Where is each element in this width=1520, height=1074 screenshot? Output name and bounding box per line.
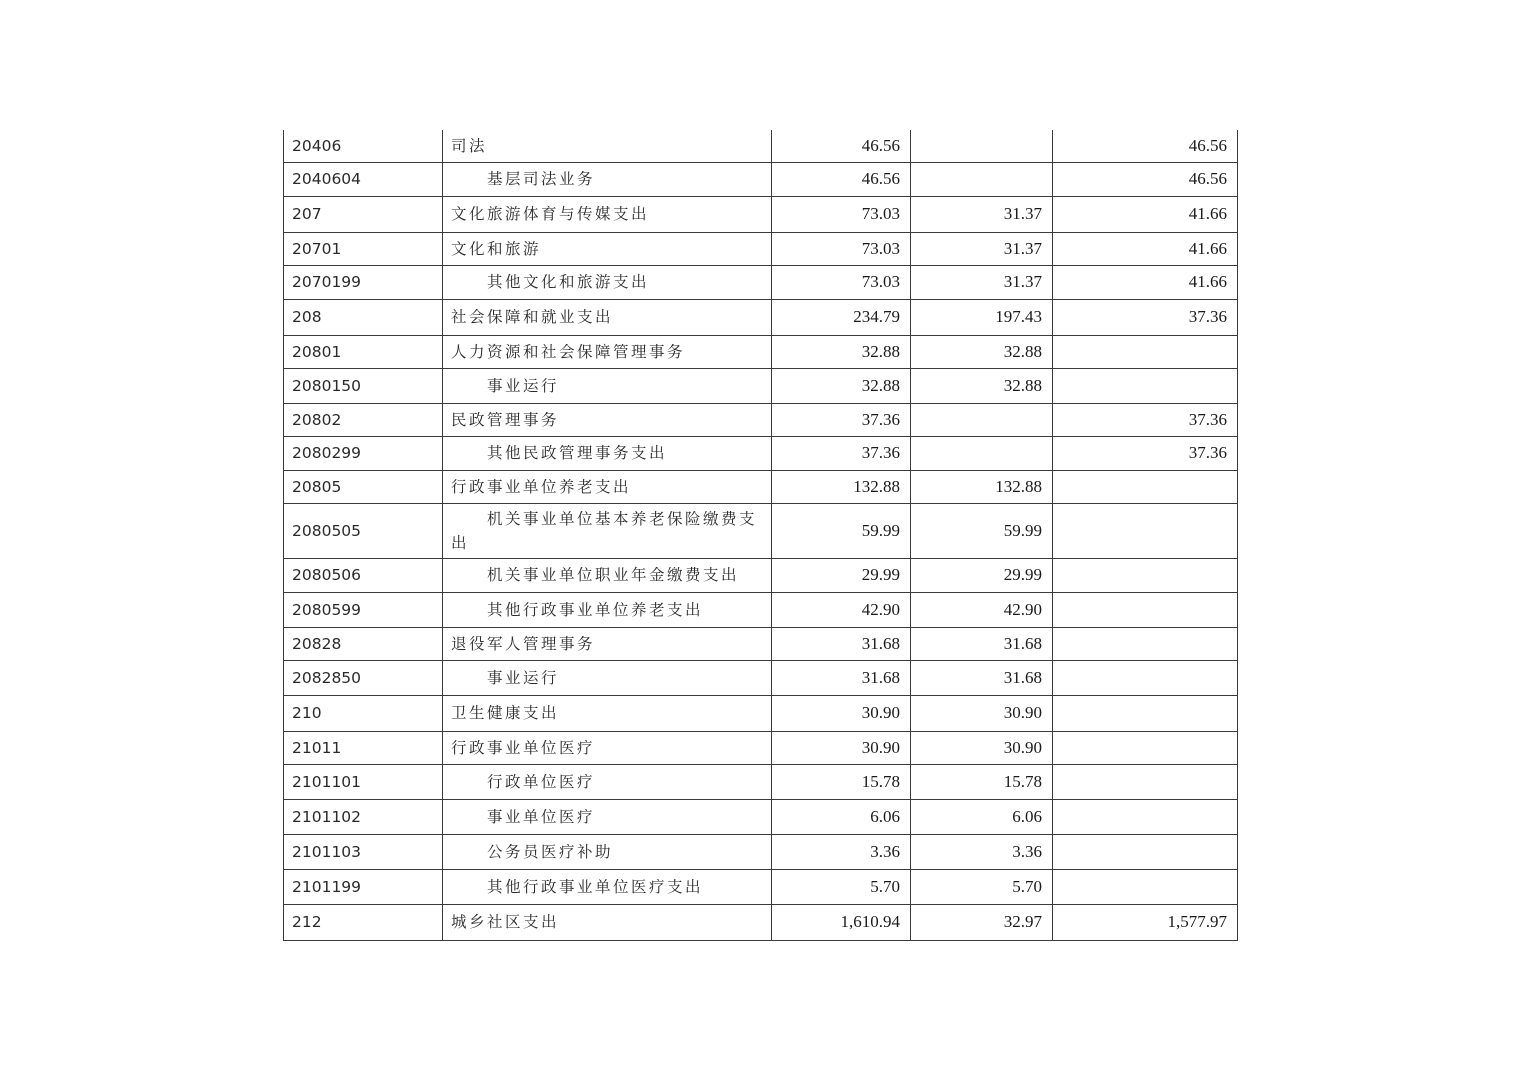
row-project-amount xyxy=(1053,503,1238,558)
row-total-amount: 31.68 xyxy=(772,660,911,695)
row-name: 城乡社区支出 xyxy=(443,904,772,940)
row-code: 2080505 xyxy=(284,503,443,558)
row-total-amount: 30.90 xyxy=(772,695,911,731)
row-code: 2101102 xyxy=(284,799,443,834)
table-row xyxy=(284,695,1238,731)
row-name: 事业运行 xyxy=(443,660,772,695)
row-basic-amount xyxy=(911,436,1053,470)
row-project-amount xyxy=(1053,834,1238,869)
row-basic-amount: 30.90 xyxy=(911,695,1053,731)
table-row xyxy=(284,731,1238,764)
row-project-amount xyxy=(1053,592,1238,627)
table-row xyxy=(284,834,1238,869)
row-name: 行政事业单位养老支出 xyxy=(443,470,772,503)
row-project-amount xyxy=(1053,470,1238,503)
row-total-amount: 46.56 xyxy=(772,130,911,162)
row-total-amount: 59.99 xyxy=(772,503,911,558)
row-project-amount: 41.66 xyxy=(1053,196,1238,232)
row-name: 基层司法业务 xyxy=(443,162,772,196)
row-name: 文化和旅游 xyxy=(443,232,772,265)
row-basic-amount xyxy=(911,130,1053,162)
row-code: 2040604 xyxy=(284,162,443,196)
row-name: 行政单位医疗 xyxy=(443,764,772,799)
row-name: 文化旅游体育与传媒支出 xyxy=(443,196,772,232)
row-basic-amount xyxy=(911,403,1053,436)
row-basic-amount: 3.36 xyxy=(911,834,1053,869)
table-row xyxy=(284,403,1238,436)
row-code: 2080599 xyxy=(284,592,443,627)
row-code: 21011 xyxy=(284,731,443,764)
row-name: 机关事业单位基本养老保险缴费支出 xyxy=(443,503,772,558)
row-project-amount: 41.66 xyxy=(1053,265,1238,299)
row-total-amount: 32.88 xyxy=(772,368,911,403)
row-basic-amount: 29.99 xyxy=(911,558,1053,592)
table-row xyxy=(284,627,1238,660)
row-total-amount: 46.56 xyxy=(772,162,911,196)
table-row xyxy=(284,265,1238,299)
row-code: 20802 xyxy=(284,403,443,436)
table-body xyxy=(284,130,1238,940)
row-name: 卫生健康支出 xyxy=(443,695,772,731)
row-code: 207 xyxy=(284,196,443,232)
row-project-amount: 37.36 xyxy=(1053,403,1238,436)
row-name: 其他行政事业单位医疗支出 xyxy=(443,869,772,904)
row-total-amount: 3.36 xyxy=(772,834,911,869)
table-row xyxy=(284,232,1238,265)
row-basic-amount: 32.97 xyxy=(911,904,1053,940)
row-basic-amount xyxy=(911,162,1053,196)
row-name: 行政事业单位医疗 xyxy=(443,731,772,764)
row-total-amount: 5.70 xyxy=(772,869,911,904)
table-row xyxy=(284,470,1238,503)
table-row xyxy=(284,660,1238,695)
row-basic-amount: 30.90 xyxy=(911,731,1053,764)
table-row xyxy=(284,764,1238,799)
table-row xyxy=(284,196,1238,232)
row-code: 2080299 xyxy=(284,436,443,470)
row-name: 其他文化和旅游支出 xyxy=(443,265,772,299)
table-row xyxy=(284,799,1238,834)
row-basic-amount: 31.37 xyxy=(911,232,1053,265)
table-row xyxy=(284,162,1238,196)
table-row xyxy=(284,558,1238,592)
row-project-amount xyxy=(1053,731,1238,764)
row-total-amount: 132.88 xyxy=(772,470,911,503)
row-code: 2080150 xyxy=(284,368,443,403)
row-total-amount: 234.79 xyxy=(772,299,911,335)
row-total-amount: 42.90 xyxy=(772,592,911,627)
row-code: 2101101 xyxy=(284,764,443,799)
table-row xyxy=(284,503,1238,558)
row-name: 司法 xyxy=(443,130,772,162)
row-code: 20406 xyxy=(284,130,443,162)
row-total-amount: 37.36 xyxy=(772,403,911,436)
row-name: 机关事业单位职业年金缴费支出 xyxy=(443,558,772,592)
row-total-amount: 37.36 xyxy=(772,436,911,470)
row-total-amount: 30.90 xyxy=(772,731,911,764)
row-code: 2101199 xyxy=(284,869,443,904)
row-basic-amount: 31.68 xyxy=(911,660,1053,695)
row-name: 民政管理事务 xyxy=(443,403,772,436)
table-row xyxy=(284,368,1238,403)
row-code: 20828 xyxy=(284,627,443,660)
row-basic-amount: 42.90 xyxy=(911,592,1053,627)
row-code: 20801 xyxy=(284,335,443,368)
row-name: 其他行政事业单位养老支出 xyxy=(443,592,772,627)
row-code: 210 xyxy=(284,695,443,731)
row-basic-amount: 5.70 xyxy=(911,869,1053,904)
row-name: 人力资源和社会保障管理事务 xyxy=(443,335,772,368)
row-total-amount: 73.03 xyxy=(772,196,911,232)
row-project-amount xyxy=(1053,660,1238,695)
row-name: 社会保障和就业支出 xyxy=(443,299,772,335)
row-project-amount: 37.36 xyxy=(1053,436,1238,470)
row-project-amount: 1,577.97 xyxy=(1053,904,1238,940)
row-code: 212 xyxy=(284,904,443,940)
row-project-amount: 46.56 xyxy=(1053,130,1238,162)
row-basic-amount: 31.37 xyxy=(911,265,1053,299)
row-project-amount: 37.36 xyxy=(1053,299,1238,335)
row-total-amount: 73.03 xyxy=(772,232,911,265)
row-project-amount xyxy=(1053,764,1238,799)
row-name: 事业运行 xyxy=(443,368,772,403)
row-name: 事业单位医疗 xyxy=(443,799,772,834)
row-basic-amount: 6.06 xyxy=(911,799,1053,834)
row-total-amount: 1,610.94 xyxy=(772,904,911,940)
row-code: 20805 xyxy=(284,470,443,503)
row-basic-amount: 15.78 xyxy=(911,764,1053,799)
row-project-amount: 46.56 xyxy=(1053,162,1238,196)
table-row xyxy=(284,130,1238,162)
row-project-amount xyxy=(1053,368,1238,403)
row-basic-amount: 32.88 xyxy=(911,335,1053,368)
row-project-amount xyxy=(1053,335,1238,368)
row-project-amount xyxy=(1053,695,1238,731)
table-row xyxy=(284,335,1238,368)
row-code: 20701 xyxy=(284,232,443,265)
row-basic-amount: 31.37 xyxy=(911,196,1053,232)
row-total-amount: 31.68 xyxy=(772,627,911,660)
table-row xyxy=(284,869,1238,904)
row-code: 2080506 xyxy=(284,558,443,592)
table-row xyxy=(284,436,1238,470)
table-row xyxy=(284,592,1238,627)
row-total-amount: 32.88 xyxy=(772,335,911,368)
row-project-amount xyxy=(1053,869,1238,904)
row-name: 退役军人管理事务 xyxy=(443,627,772,660)
row-total-amount: 6.06 xyxy=(772,799,911,834)
table-row xyxy=(284,299,1238,335)
row-code: 2082850 xyxy=(284,660,443,695)
budget-expenditure-table xyxy=(283,130,1238,941)
row-project-amount xyxy=(1053,558,1238,592)
row-code: 208 xyxy=(284,299,443,335)
row-basic-amount: 31.68 xyxy=(911,627,1053,660)
row-project-amount: 41.66 xyxy=(1053,232,1238,265)
row-project-amount xyxy=(1053,799,1238,834)
row-basic-amount: 197.43 xyxy=(911,299,1053,335)
row-code: 2101103 xyxy=(284,834,443,869)
table-row xyxy=(284,904,1238,940)
row-code: 2070199 xyxy=(284,265,443,299)
row-total-amount: 73.03 xyxy=(772,265,911,299)
row-name: 公务员医疗补助 xyxy=(443,834,772,869)
row-total-amount: 15.78 xyxy=(772,764,911,799)
row-name: 其他民政管理事务支出 xyxy=(443,436,772,470)
row-basic-amount: 59.99 xyxy=(911,503,1053,558)
row-project-amount xyxy=(1053,627,1238,660)
row-basic-amount: 132.88 xyxy=(911,470,1053,503)
row-basic-amount: 32.88 xyxy=(911,368,1053,403)
row-total-amount: 29.99 xyxy=(772,558,911,592)
